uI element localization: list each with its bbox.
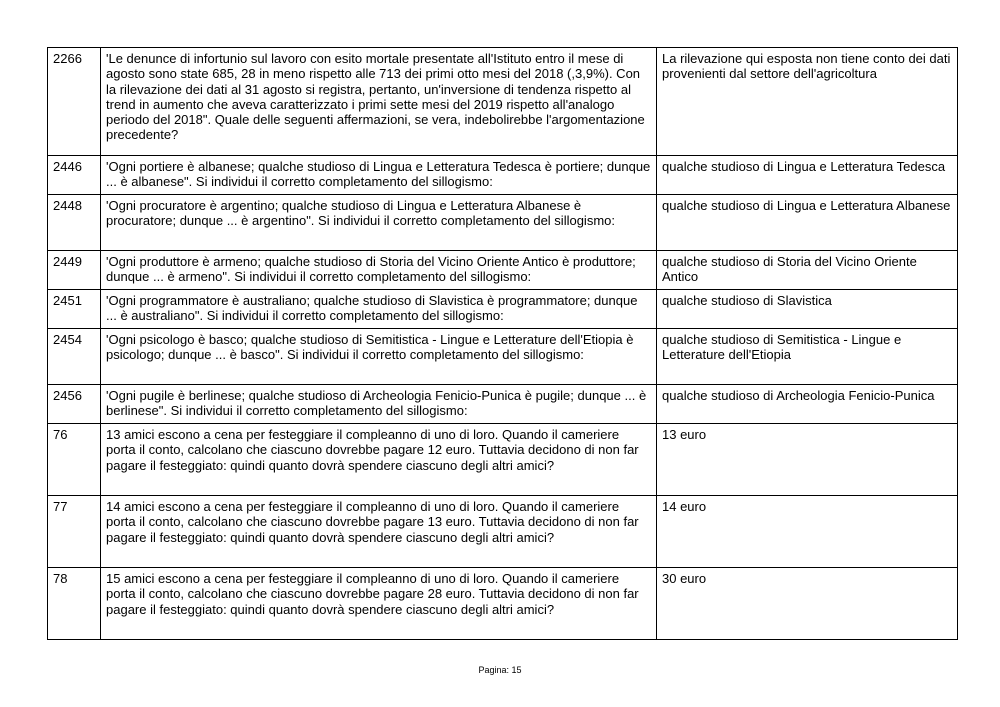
answer-text: La rilevazione qui esposta non tiene conto dei dati provenienti dal settore dell'agricoltura	[657, 48, 958, 156]
question-id: 78	[48, 568, 101, 640]
question-id: 77	[48, 496, 101, 568]
answer-text: 14 euro	[657, 496, 958, 568]
answer-text: 30 euro	[657, 568, 958, 640]
table-row	[48, 290, 958, 329]
question-text: 15 amici escono a cena per festeggiare il compleanno di uno di loro. Quando il cameriere porta il conto, calcolano che ciascuno dovrebbe pagare 28 euro. Tuttavia decidono di non far pagare il festeggiato: quindi quanto dovrà spendere ciascuno degli altri amici?	[101, 568, 657, 640]
question-id: 2448	[48, 195, 101, 251]
question-text: 13 amici escono a cena per festeggiare il compleanno di uno di loro. Quando il cameriere porta il conto, calcolano che ciascuno dovrebbe pagare 12 euro. Tuttavia decidono di non far pagare il festeggiato: quindi quanto dovrà spendere ciascuno degli altri amici?	[101, 424, 657, 496]
question-text: 'Ogni procuratore è argentino; qualche studioso di Lingua e Letteratura Albanese è procuratore; dunque ... è argentino". Si individui il corretto completamento del sillogismo:	[101, 195, 657, 251]
answer-text: qualche studioso di Storia del Vicino Oriente Antico	[657, 251, 958, 290]
answer-text: qualche studioso di Lingua e Letteratura Albanese	[657, 195, 958, 251]
question-id: 2454	[48, 329, 101, 385]
answer-text: 13 euro	[657, 424, 958, 496]
table-row	[48, 424, 958, 496]
question-text: 'Ogni pugile è berlinese; qualche studioso di Archeologia Fenicio-Punica è pugile; dunque ... è berlinese". Si individui il corretto completamento del sillogismo:	[101, 385, 657, 424]
table-row	[48, 568, 958, 640]
table-row	[48, 156, 958, 195]
question-id: 2451	[48, 290, 101, 329]
question-text: 'Le denunce di infortunio sul lavoro con esito mortale presentate all'Istituto entro il mese di agosto sono state 685, 28 in meno rispetto alle 713 dei primi otto mesi del 2018 (,3,9%). Con la rilevazione dei dati al 31 agosto si registra, pertanto, un'inversione di tendenza rispetto al trend in aumento che aveva caratterizzato i primi sette mesi del 2019 rispetto all'analogo periodo del 2018". Quale delle seguenti affermazioni, se vera, indebolirebbe l'argomentazione precedente?	[101, 48, 657, 156]
table-row	[48, 329, 958, 385]
question-id: 76	[48, 424, 101, 496]
question-text: 'Ogni programmatore è australiano; qualche studioso di Slavistica è programmatore; dunque ... è australiano". Si individui il corretto completamento del sillogismo:	[101, 290, 657, 329]
answer-text: qualche studioso di Semitistica - Lingue e Letterature dell'Etiopia	[657, 329, 958, 385]
answer-text: qualche studioso di Slavistica	[657, 290, 958, 329]
table-row	[48, 195, 958, 251]
question-text: 'Ogni psicologo è basco; qualche studioso di Semitistica - Lingue e Letterature dell'Etiopia è psicologo; dunque ... è basco". Si individui il corretto completamento del sillogismo:	[101, 329, 657, 385]
page-number: Pagina: 15	[478, 665, 522, 675]
table-row	[48, 385, 958, 424]
question-id: 2266	[48, 48, 101, 156]
table-row	[48, 496, 958, 568]
question-id: 2449	[48, 251, 101, 290]
table-row	[48, 251, 958, 290]
question-text: 'Ogni portiere è albanese; qualche studioso di Lingua e Letteratura Tedesca è portiere; dunque ... è albanese". Si individui il corretto completamento del sillogismo:	[101, 156, 657, 195]
answer-text: qualche studioso di Archeologia Fenicio-Punica	[657, 385, 958, 424]
answer-text: qualche studioso di Lingua e Letteratura Tedesca	[657, 156, 958, 195]
questions-table	[47, 47, 958, 640]
question-text: 'Ogni produttore è armeno; qualche studioso di Storia del Vicino Oriente Antico è produttore; dunque ... è armeno". Si individui il corretto completamento del sillogismo:	[101, 251, 657, 290]
question-text: 14 amici escono a cena per festeggiare il compleanno di uno di loro. Quando il cameriere porta il conto, calcolano che ciascuno dovrebbe pagare 13 euro. Tuttavia decidono di non far pagare il festeggiato: quindi quanto dovrà spendere ciascuno degli altri amici?	[101, 496, 657, 568]
table-row	[48, 48, 958, 156]
question-id: 2446	[48, 156, 101, 195]
question-id: 2456	[48, 385, 101, 424]
